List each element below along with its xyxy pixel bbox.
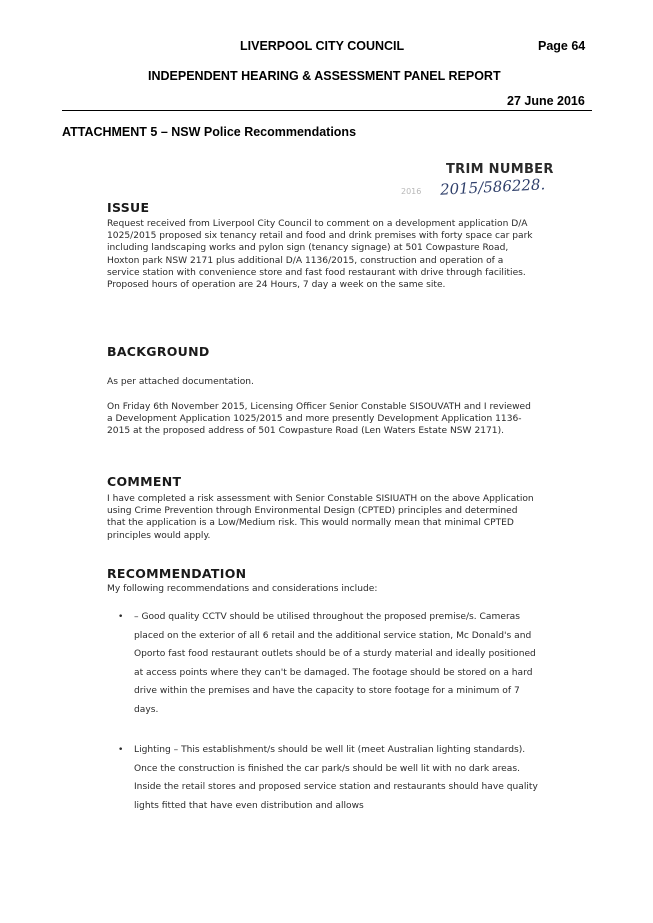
trim-handwritten-number: 2015/586228. [439, 175, 546, 199]
background-para-1: As per attached documentation. [107, 377, 254, 387]
report-date: 27 June 2016 [507, 94, 585, 108]
background-heading: BACKGROUND [107, 344, 210, 359]
attachment-title: ATTACHMENT 5 – NSW Police Recommendations [62, 125, 357, 139]
issue-heading: ISSUE [107, 200, 150, 215]
issue-body: Request received from Liverpool City Council to comment on a development application D/A 1025/2015 proposed six tenancy retail and food and drink premises with forty space car park including landscaping works and pylon sign (tenancy signage) at 501 Cowpasture Road, Hoxton park NSW 2171 plus additional D/A 1136/2015, construction and operation of a service station with convenience store and fast food restaurant with drive through facilities. Proposed hours of operation are 24 Hours, 7 day a week on the same site. [107, 219, 533, 291]
comment-heading: COMMENT [107, 474, 182, 489]
recommendation-intro: My following recommendations and considerations include: [107, 584, 378, 594]
list-item [118, 608, 538, 720]
page-number: Page 64 [538, 39, 586, 53]
recommendation-heading: RECOMMENDATION [107, 566, 247, 581]
list-item-text: Lighting – This establishment/s should be well lit (meet Australian lighting standards). Once the construction is finished the car park/s should be well lit with no dark areas. Inside the retail stores and proposed service station and restaurants should have quality lights fitted that have even distribution and allows [134, 745, 538, 811]
background-para-2: On Friday 6th November 2015, Licensing Officer Senior Constable SISOUVATH and I reviewed a Development Application 1025/2015 and more presently Development Application 1136-2015 at the proposed address of 501 Cowpasture Road (Len Waters Estate NSW 2171). [107, 402, 531, 437]
council-name: LIVERPOOL CITY COUNCIL [240, 39, 405, 53]
list-item-text: – Good quality CCTV should be utilised throughout the proposed premise/s. Cameras placed on the exterior of all 6 retail and the additional service station, Mc Donald's and Oporto fast food restaurant outlets should be of a sturdy material and ideally positioned at access points where they can't be damaged. The footage should be stored on a hard drive within the premises and have the capacity to store footage for a minimum of 7 days. [134, 612, 536, 715]
trim-stamp-text: 2016 [401, 187, 422, 196]
header-rule [62, 110, 592, 111]
trim-number-label: TRIM NUMBER [446, 162, 554, 177]
bullet-icon: • [118, 612, 124, 622]
bullet-icon: • [118, 745, 124, 755]
list-item [118, 741, 538, 815]
report-title: INDEPENDENT HEARING & ASSESSMENT PANEL REPORT [148, 69, 501, 83]
comment-body: I have completed a risk assessment with Senior Constable SISIUATH on the above Application using Crime Prevention through Environmental Design (CPTED) principles and determined that the application is a Low/Medium risk. This would normally mean that minimal CPTED principles would apply. [107, 494, 534, 541]
